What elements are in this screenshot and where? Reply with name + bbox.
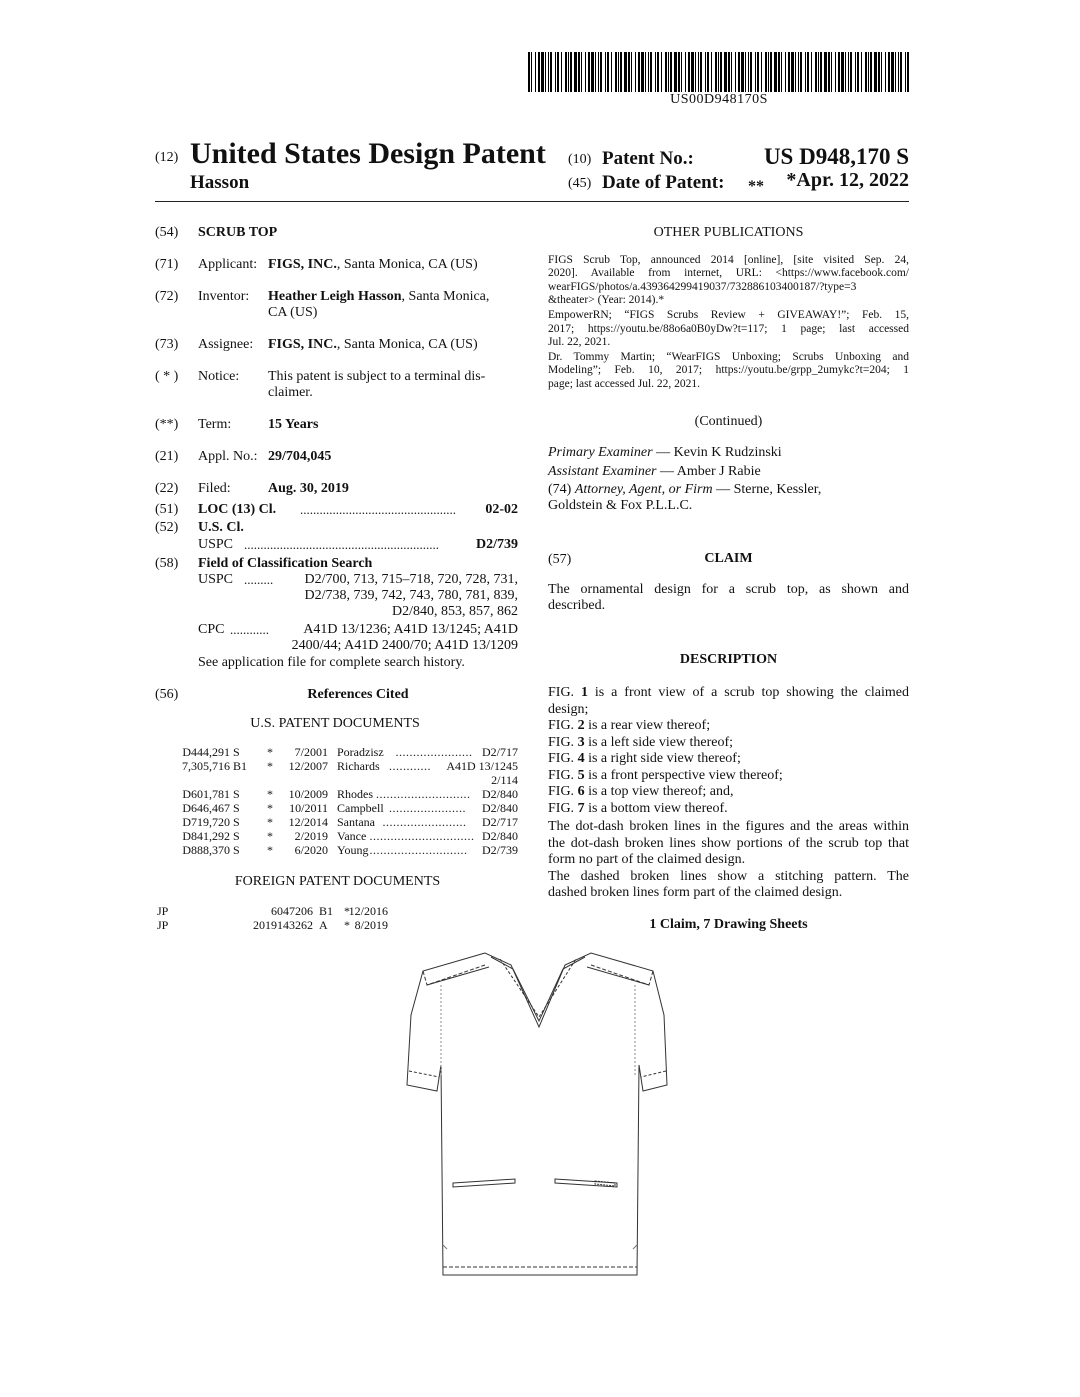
figure-description: FIG. 4 is a right side view thereof;: [548, 751, 741, 766]
ref-date: 6/2020: [294, 843, 328, 857]
notice-text-2: claimer.: [268, 385, 313, 400]
right-pocket: [555, 1179, 617, 1187]
ref-date: 8/2019: [354, 918, 388, 932]
dashed-note: dashed broken lines form part of the claimed design.: [548, 885, 843, 900]
ref-star: *: [267, 787, 273, 801]
dot-dash-note: The dot-dash broken lines in the figures and the areas within: [548, 819, 909, 834]
ref-dots: ........................: [382, 815, 467, 829]
ref-kind: S: [233, 787, 240, 801]
ref-star: *: [344, 904, 350, 918]
ref-name: Santana: [337, 815, 375, 829]
code-56: (56): [155, 687, 179, 702]
scrub-top-outline: [407, 953, 667, 1275]
ref-kind: B1: [319, 904, 334, 918]
ref-name: Rhodes: [337, 787, 373, 801]
ref-date: 12/2014: [288, 815, 328, 829]
ref-number: D841,292: [182, 829, 230, 843]
publication-line: 2020]. Available from internet, URL: <https://www.facebook.com/: [548, 267, 909, 280]
description-heading: DESCRIPTION: [679, 652, 778, 667]
shoulder-yoke: [423, 965, 653, 985]
ref-dots: ......................: [389, 801, 466, 815]
ref-date: 10/2009: [288, 787, 328, 801]
code-term: (**): [155, 417, 179, 432]
search-uspc-dots: .........: [244, 572, 274, 587]
figure-description: FIG. 7 is a bottom view thereof.: [548, 800, 728, 816]
filed-value: Aug. 30, 2019: [268, 481, 349, 496]
ref-number: D601,781: [182, 787, 230, 801]
date-marker: **: [748, 178, 764, 195]
ref-number: D444,291: [182, 745, 230, 759]
publication-line: Jul. 22, 2021.: [548, 335, 611, 348]
figure-description: FIG. 3 is a left side view thereof;: [548, 734, 734, 750]
publication-line: page; last accessed Jul. 22, 2021.: [548, 377, 701, 390]
publication-line: 2017; https://youtu.be/88o6a0B0yDw?t=117; 1 page; last accessed: [548, 322, 909, 335]
continued-note: (Continued): [694, 414, 763, 429]
search-history-note: See application file for complete search history.: [198, 655, 465, 670]
attorney-firm: Goldstein & Fox P.L.L.C.: [548, 498, 693, 513]
ref-star: *: [267, 843, 273, 857]
term-value: 15 Years: [268, 417, 319, 432]
inventor-label: Inventor:: [198, 289, 250, 304]
ref-number: D719,720: [182, 815, 230, 829]
ref-class: D2/840: [482, 829, 518, 843]
ref-number: 2019143262: [253, 918, 313, 932]
patent-no-label: Patent No.:: [602, 148, 694, 169]
document-title: United States Design Patent: [190, 137, 546, 170]
ref-dots: ............: [389, 759, 431, 773]
ref-date: 12/2007: [288, 759, 328, 773]
left-pocket: [453, 1179, 515, 1187]
code-71: (71): [155, 257, 179, 272]
notice-text-1: This patent is subject to a terminal dis-: [268, 369, 486, 384]
code-72: (72): [155, 289, 179, 304]
figure-description: FIG. 5 is a front perspective view thereof;: [548, 767, 783, 783]
field-search-label: Field of Classification Search: [198, 556, 373, 571]
code-51: (51): [155, 502, 179, 517]
barcode: [528, 52, 910, 92]
applicant-label: Applicant:: [198, 257, 258, 272]
code-73: (73): [155, 337, 179, 352]
notice-label: Notice:: [198, 369, 240, 384]
ref-date: 2/2019: [294, 829, 328, 843]
ref-class: D2/717: [482, 815, 518, 829]
search-uspc-1: D2/700, 713, 715–718, 720, 728, 731,: [304, 572, 518, 587]
claims-sheets-count: 1 Claim, 7 Drawing Sheets: [649, 917, 808, 932]
assignee-label: Assignee:: [198, 337, 254, 352]
code-54: (54): [155, 225, 179, 240]
ref-kind: A: [319, 918, 328, 932]
figure-description: FIG. 2 is a rear view thereof;: [548, 718, 711, 733]
publication-line: EmpowerRN; “FIGS Scrubs Review + GIVEAWAY!”; Feb. 15,: [548, 309, 909, 322]
ref-kind: B1: [233, 759, 248, 773]
code-58: (58): [155, 556, 179, 571]
ref-kind: S: [233, 815, 240, 829]
loc-value: 02-02: [485, 502, 518, 517]
search-cpc-dots: ............: [230, 622, 269, 637]
ref-class: D2/840: [482, 801, 518, 815]
loc-dots: ................................................: [300, 502, 456, 517]
ref-star: *: [267, 815, 273, 829]
ref-number: D646,467: [182, 801, 230, 815]
publication-line: FIGS Scrub Top, announced 2014 [online], [site visited Sep. 24,: [548, 254, 909, 266]
code-notice: ( * ): [155, 369, 179, 384]
publication-line: Dr. Tommy Martin; “WearFIGS Unboxing; Scrubs Unboxing and: [548, 351, 909, 364]
neckline: [491, 957, 585, 1021]
ref-country: JP: [157, 904, 169, 918]
search-cpc-1: A41D 13/1236; A41D 13/1245; A41D: [303, 622, 518, 637]
ref-class-cont: 2/114: [491, 773, 518, 787]
search-cpc-2: 2400/44; A41D 2400/70; A41D 13/1209: [291, 638, 518, 653]
figure-description: FIG. 6 is a top view thereof; and,: [548, 784, 734, 799]
ref-date: 12/2016: [348, 904, 388, 918]
ref-star: *: [267, 801, 273, 815]
ref-number: 6047206: [271, 904, 313, 918]
code-10: (10): [568, 152, 592, 167]
inventor-value: Heather Leigh Hasson, Santa Monica,: [268, 289, 490, 304]
us-patent-docs-heading: U.S. PATENT DOCUMENTS: [250, 716, 420, 731]
ref-class: D2/840: [482, 787, 518, 801]
primary-examiner: Primary Examiner — Kevin K Rudzinski: [548, 445, 782, 460]
code-45: (45): [568, 176, 592, 191]
code-57: (57): [548, 552, 572, 567]
inventor-location: CA (US): [268, 305, 318, 320]
ref-number: D888,370: [182, 843, 230, 857]
ref-dots: ............................: [369, 843, 468, 857]
design-title: SCRUB TOP: [198, 225, 278, 240]
foreign-patent-docs-heading: FOREIGN PATENT DOCUMENTS: [234, 874, 441, 889]
ref-name: Campbell: [337, 801, 384, 815]
code-21: (21): [155, 449, 179, 464]
search-uspc-3: D2/840, 853, 857, 862: [392, 604, 518, 619]
figure-description: FIG. 1 is a front view of a scrub top showing the claimed: [548, 685, 909, 700]
appl-no-value: 29/704,045: [268, 449, 332, 464]
search-uspc-label: USPC: [198, 572, 234, 587]
date-label: Date of Patent:: [602, 172, 725, 193]
assistant-examiner: Assistant Examiner — Amber J Rabie: [548, 464, 761, 479]
barcode-number: US00D948170S: [670, 92, 768, 107]
code-12: (12): [155, 150, 179, 165]
ref-star: *: [344, 918, 350, 932]
attorney: (74) Attorney, Agent, or Firm — Sterne, Kessler,: [548, 482, 822, 497]
claim-text-1: The ornamental design for a scrub top, as shown and: [548, 582, 909, 597]
ref-name: Richards: [337, 759, 380, 773]
code-52: (52): [155, 520, 179, 535]
ref-class: D2/717: [482, 745, 518, 759]
claim-text-2: described.: [548, 598, 606, 613]
dot-dash-note: form no part of the claimed design.: [548, 852, 746, 867]
inventor-surname: Hasson: [190, 172, 250, 193]
uspc-label: USPC: [198, 537, 234, 552]
header-rule: [155, 201, 909, 202]
uspc-value: D2/739: [476, 537, 518, 552]
claim-heading: CLAIM: [704, 551, 753, 566]
ref-dots: ...........................: [376, 787, 471, 801]
ref-kind: S: [233, 829, 240, 843]
ref-number: 7,305,716: [182, 759, 230, 773]
patent-date: *Apr. 12, 2022: [786, 169, 909, 191]
loc-label: LOC (13) Cl.: [198, 502, 277, 517]
ref-date: 7/2001: [294, 745, 328, 759]
ref-kind: S: [233, 801, 240, 815]
ref-star: *: [267, 829, 273, 843]
ref-country: JP: [157, 918, 169, 932]
uspc-dots: ............................................................: [244, 537, 439, 552]
ref-name: Vance: [337, 829, 367, 843]
ref-name: Young: [337, 843, 369, 857]
ref-date: 10/2011: [289, 801, 328, 815]
publication-line: &theater> (Year: 2014).*: [548, 293, 665, 306]
ref-class: A41D 13/1245: [446, 759, 518, 773]
ref-star: *: [267, 759, 273, 773]
dashed-note: The dashed broken lines show a stitching pattern. The: [548, 868, 909, 884]
filed-label: Filed:: [198, 481, 231, 496]
assignee-value: FIGS, INC., Santa Monica, CA (US): [268, 337, 478, 352]
ref-dots: ..............................: [369, 829, 475, 843]
publication-line: wearFIGS/photos/a.439364299419037/732886103400187/?type=3: [548, 280, 857, 293]
applicant-value: FIGS, INC., Santa Monica, CA (US): [268, 257, 478, 272]
scrub-top-drawing: [405, 945, 670, 1285]
search-uspc-2: D2/738, 739, 742, 743, 780, 781, 839,: [304, 588, 518, 603]
us-cl-label: U.S. Cl.: [198, 520, 244, 535]
dot-dash-note: the dot-dash broken lines show portions of the scrub top that: [548, 835, 909, 851]
ref-star: *: [267, 745, 273, 759]
references-heading: References Cited: [307, 687, 409, 702]
ref-kind: S: [233, 843, 240, 857]
other-publications-heading: OTHER PUBLICATIONS: [653, 225, 804, 240]
publication-line: Modeling”; Feb. 10, 2017; https://youtu.be/grpp_2umykc?t=204; 1: [548, 364, 909, 377]
code-22: (22): [155, 481, 179, 496]
term-label: Term:: [198, 417, 232, 432]
ref-class: D2/739: [482, 843, 518, 857]
ref-kind: S: [233, 745, 240, 759]
patent-number: US D948,170 S: [763, 144, 909, 169]
figure-description: design;: [548, 701, 589, 717]
search-cpc-label: CPC: [198, 622, 225, 637]
ref-name: Poradzisz: [337, 745, 384, 759]
ref-dots: ......................: [395, 745, 473, 759]
appl-no-label: Appl. No.:: [198, 449, 258, 464]
